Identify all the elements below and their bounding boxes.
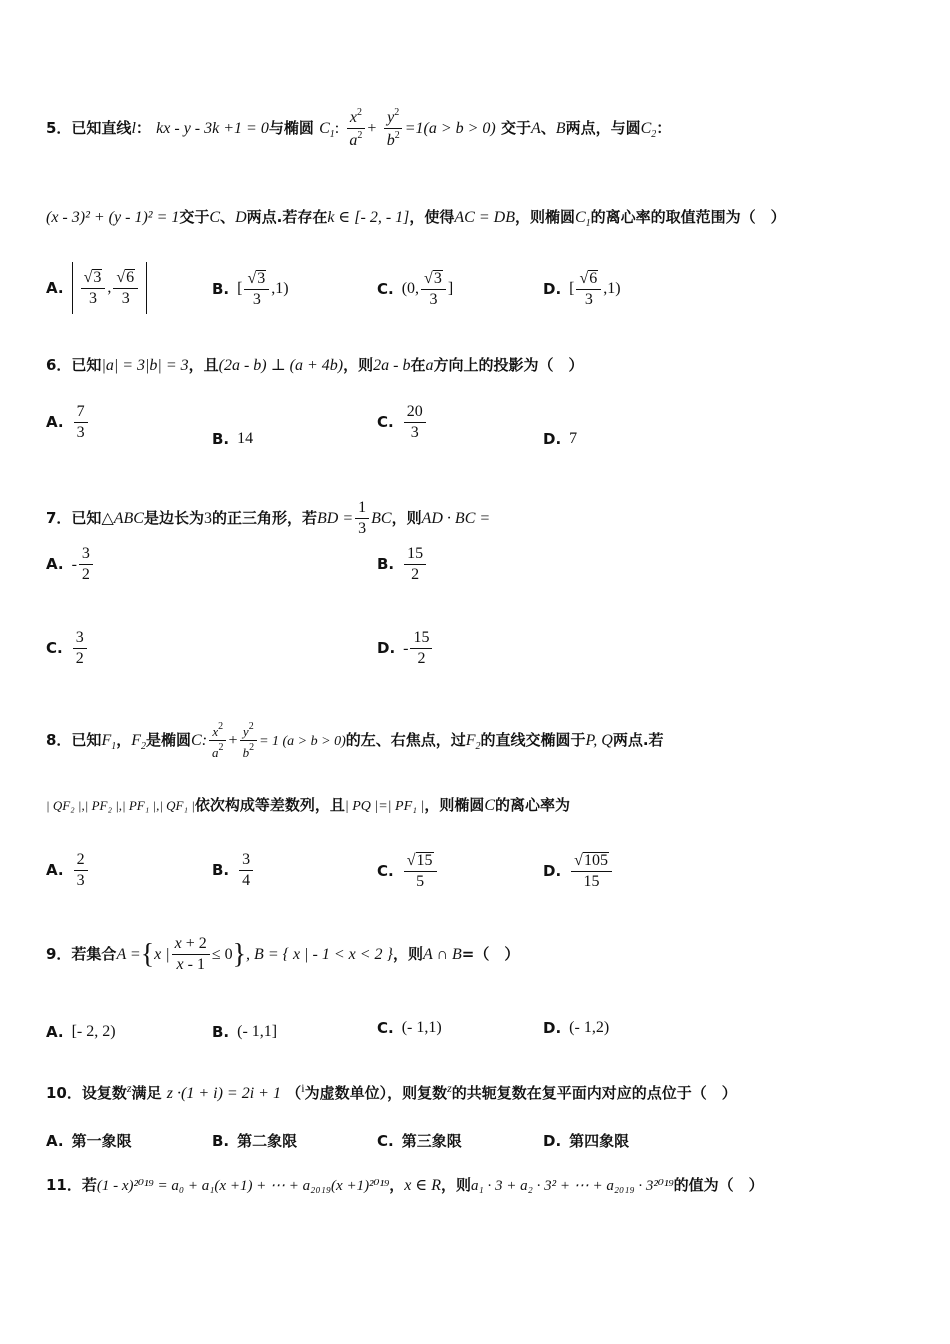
q6-perp: (2a - b) ⊥ (a + 4b): [218, 357, 344, 374]
question-8-line-2: | QF₂ |,| PF₂ |,| PF₁ |,| QF₁ |依次构成等差数列，且| PQ |=| PF₁ |，则椭圆C的离心率为: [46, 796, 571, 814]
q6-d-value: 7: [569, 430, 578, 447]
option-label: A.: [46, 278, 64, 297]
q6-c-den: 3: [410, 424, 419, 441]
q8-b-num: 3: [239, 852, 253, 871]
q7-equi: 的正三角形，若: [211, 509, 317, 527]
q5-line-l: l: [131, 120, 136, 137]
option-label: C.: [377, 861, 394, 880]
q5-option-b[interactable]: B. [ $\frac{√3}{3}$ ,1): [212, 270, 289, 308]
q8-d-num: 105: [583, 852, 608, 869]
q11-sum: a₁ · 3 + a₂ · 3² + ⋯ + a₂₀₁₉ · 3²⁰¹⁹: [471, 1178, 674, 1194]
option-label: D.: [543, 1018, 562, 1037]
q9-then: ，则: [392, 945, 423, 963]
q6-stem: 6．已知: [46, 356, 102, 374]
q9-stem: 9．若集合: [46, 945, 117, 963]
q7-option-b[interactable]: [377, 546, 428, 583]
q5-line-equation: kx - y - 3k +1 = 0: [156, 120, 269, 137]
q8-option-d[interactable]: D. $\frac{√105}{15}$: [543, 852, 614, 890]
q6-then: ，则: [343, 356, 374, 374]
question-9: 9．若集合 A = { x | $\frac{x + 2}{x - 1}$ ≤ 0 } , B = { x | - 1 < x < 2 } ，则 A ∩ B =（ ）: [46, 935, 520, 973]
q8-b-den: 4: [242, 872, 251, 889]
question-7: 7．已知△ABC是边长为3的正三角形，若BD = $\frac{1}{3}$ BC，则AD · BC =: [46, 499, 491, 537]
q10-z2: z: [447, 1081, 452, 1095]
option-label: A.: [46, 413, 64, 431]
q9-option-c[interactable]: [377, 1020, 442, 1036]
q5-circle-equation: (x - 3)² + (y - 1)² = 1: [46, 209, 180, 226]
option-label: A.: [46, 555, 64, 573]
q5-option-a[interactable]: [46, 262, 147, 314]
q11-expansion: (1 - x)²⁰¹⁹ = a₀ + a₁(x +1) + ⋯ + a₂₀₁₉(x +1)²⁰¹⁹: [96, 1178, 390, 1194]
q8-d-den: 15: [583, 873, 600, 890]
q8-a-den: 3: [76, 872, 85, 889]
option-label: B.: [212, 1022, 230, 1041]
question-5-line-1: 5．已知直线l： kx - y - 3k +1 = 0与椭圆 $C_1$: $\frac{x^2}{a^2}$ + $\frac{y^2}{b^2}$ =1(a > b > 0) 交于A、B两点，与圆$C_2$：: [46, 107, 672, 149]
q5-point-a: A: [530, 120, 541, 137]
q7-triangle: △ABC: [101, 510, 144, 527]
q7-d-sign: -: [403, 639, 409, 657]
q11-then: ，则: [441, 1176, 472, 1194]
q10-satisfies: 满足: [131, 1084, 162, 1102]
q11-value-question: 的值为（ ）: [673, 1176, 764, 1194]
q7-a-sign: -: [71, 555, 77, 573]
q5-option-c[interactable]: C. (0, $\frac{√3}{3}$ ]: [377, 270, 454, 308]
q10-rest: 的共轭复数在复平面内对应的点位于（ ）: [451, 1084, 737, 1102]
option-label: B.: [212, 279, 230, 298]
q6-option-d[interactable]: [543, 431, 577, 447]
q9-option-d[interactable]: [543, 1020, 609, 1036]
q10-b-value: 第二象限: [237, 1132, 298, 1150]
q9-b-value: (- 1,1]: [237, 1023, 278, 1040]
option-label: A.: [46, 1132, 64, 1150]
q5-exist-k: 两点.若存在: [246, 208, 328, 226]
q8-c: C:: [191, 732, 208, 749]
option-label: B.: [212, 429, 230, 448]
option-label: D.: [543, 1132, 562, 1150]
q10-a-value: 第一象限: [71, 1132, 132, 1150]
q6-vector: 2a - b: [373, 357, 411, 374]
q10-z: z: [126, 1081, 132, 1095]
q6-condition: |a| = 3|b| = 3: [101, 357, 189, 374]
q10-option-b[interactable]: [212, 1134, 297, 1149]
question-10: [46, 1082, 910, 1102]
q5-range-question: 的离心率的取值范围为（ ）: [590, 208, 786, 226]
q7-then: ，则: [391, 509, 422, 527]
q5-with-ellipse: 与椭圆: [268, 119, 314, 137]
q9-x-bar: x |: [154, 945, 170, 963]
q5-x2-over-a2: $\frac{x^2}{a^2}$: [346, 108, 365, 149]
q6-in: 在: [410, 356, 426, 374]
q10-option-d[interactable]: [543, 1134, 629, 1149]
q8-is-ellipse: 是椭圆: [146, 731, 192, 749]
q7-option-a[interactable]: [46, 546, 95, 583]
q7-a-num: 3: [79, 546, 93, 565]
option-label: C.: [377, 413, 394, 431]
q5-a-value: $\frac{√3}{3}$ , $\frac{√6}{3}$: [72, 262, 148, 314]
q7-c-den: 2: [75, 650, 84, 667]
option-label: D.: [377, 639, 396, 657]
q8-c-num: 15: [416, 852, 433, 869]
q7-bc: BC: [371, 510, 392, 527]
q11-stem: 11．若: [46, 1176, 97, 1194]
question-5-line-2: (x - 3)² + (y - 1)² = 1交于C、D两点.若存在k ∈ [- 2, - 1]，使得AC = DB，则椭圆$C_1$的离心率的取值范围为（ ）: [46, 208, 786, 229]
q8-then-ellipse: ，则椭圆: [424, 796, 485, 814]
q5-circle-text: 两点，与圆: [565, 119, 641, 137]
q5-option-d[interactable]: D. [ $\frac{√6}{3}$ ,1): [543, 270, 621, 308]
option-label: C.: [46, 639, 63, 657]
q5-ellipse-c1: $C_1$: [319, 120, 335, 140]
q6-b-value: 14: [237, 430, 254, 447]
q5-c1-again: $C_1$: [575, 209, 591, 229]
q7-dot: AD · BC =: [421, 510, 491, 527]
q9-set-b: , B = { x | - 1 < x < 2 }: [246, 945, 393, 963]
q7-option-c[interactable]: [46, 630, 89, 667]
q10-stem: 10．设复数: [46, 1084, 127, 1102]
q10-unit: 为虚数单位），则复数: [304, 1084, 448, 1102]
q8-sequence: | QF₂ |,| PF₂ |,| PF₁ |,| QF₁ |: [46, 798, 195, 813]
q7-b-num: 15: [404, 546, 426, 565]
question-6: [46, 358, 910, 374]
q9-a-value: [- 2, 2): [71, 1023, 116, 1040]
q8-a-num: 2: [74, 852, 88, 871]
q7-side: 是边长为: [143, 509, 204, 527]
q7-b-den: 2: [411, 566, 420, 583]
q8-eccentricity-question: 的离心率为: [495, 796, 571, 814]
q8-f1: $F_1$: [101, 732, 117, 752]
option-label: D.: [543, 279, 562, 298]
q9-d-value: (- 1,2): [569, 1019, 610, 1036]
q7-a-den: 2: [81, 566, 90, 583]
q5-colon2: ：: [656, 119, 672, 137]
q5-ac-db: AC = DB: [454, 209, 515, 226]
q6-projection-question: 方向上的投影为（ ）: [433, 356, 584, 374]
q8-comma: ，: [116, 731, 132, 749]
option-label: B.: [377, 555, 395, 573]
q6-option-c[interactable]: [377, 404, 428, 441]
q5-ellipse-tail: =1(a > b > 0): [404, 120, 496, 137]
q8-option-c[interactable]: C. $\frac{√15}{5}$: [377, 852, 439, 890]
q11-domain: x ∈ R: [404, 1177, 442, 1194]
q10-paren: （: [286, 1084, 302, 1102]
option-label: B.: [212, 861, 230, 879]
q8-ell-tail: = 1 (a > b > 0): [259, 734, 346, 749]
q9-c-value: (- 1,1): [401, 1019, 442, 1036]
q6-a-num: 7: [74, 404, 88, 423]
q5-then-ellipse: ，则椭圆: [514, 208, 575, 226]
q8-stem: 8．已知: [46, 731, 102, 749]
q7-d-num: 15: [410, 630, 432, 649]
q8-option-b[interactable]: [212, 852, 255, 889]
q5-k-range: k ∈ [- 2, - 1]: [327, 209, 410, 226]
q9-set-a: A =: [116, 945, 141, 963]
q5-circle-c2: $C_2$: [640, 120, 657, 140]
q8-c-den: 5: [416, 873, 425, 890]
q7-c-num: 3: [73, 630, 87, 649]
q5-colon: ：: [135, 119, 151, 137]
q6-c-num: 20: [404, 404, 426, 423]
option-label: C.: [377, 279, 394, 298]
q6-and: ，且: [188, 356, 219, 374]
q8-pq-eq: | PQ |=| PF₁ |: [344, 799, 425, 814]
q8-option-a[interactable]: [46, 852, 90, 889]
q6-option-a[interactable]: [46, 404, 90, 441]
q8-foci-text: 的左、右焦点，过: [345, 731, 466, 749]
q10-c-value: 第三象限: [401, 1132, 462, 1150]
q9-option-a[interactable]: [46, 1024, 116, 1040]
q9-option-b[interactable]: [212, 1024, 277, 1040]
q8-line-text: 的直线交椭圆于: [480, 731, 586, 749]
q7-option-d[interactable]: [377, 630, 434, 667]
q6-a-den: 3: [76, 424, 85, 441]
q7-d-den: 2: [417, 650, 426, 667]
q8-f2: $F_2$: [131, 732, 147, 752]
option-label: A.: [46, 861, 64, 879]
q10-equation: z ·(1 + i) = 2i + 1: [166, 1085, 281, 1102]
q9-le0: ≤ 0: [211, 945, 233, 963]
q10-d-value: 第四象限: [569, 1132, 630, 1150]
option-label: D.: [543, 861, 562, 880]
option-label: C.: [377, 1018, 394, 1037]
q6-option-b[interactable]: [212, 431, 253, 447]
option-label: B.: [212, 1132, 230, 1150]
q5-point-d: D: [235, 209, 247, 226]
q5-intersect: 交于: [500, 119, 531, 137]
q5-sep: 、: [540, 119, 556, 137]
question-11: [46, 1178, 910, 1194]
q10-option-a[interactable]: [46, 1134, 132, 1149]
q8-arith: 依次构成等差数列，且: [194, 796, 345, 814]
q8-pq: P, Q: [585, 732, 613, 749]
q5-stem: 5．已知直线: [46, 119, 132, 137]
q9-intersection: A ∩ B: [422, 945, 462, 963]
q5-y2-over-b2: $\frac{y^2}{b^2}$: [384, 108, 403, 149]
q11-comma: ，: [389, 1176, 405, 1194]
q7-stem: 7．已知: [46, 509, 102, 527]
option-label: A.: [46, 1022, 64, 1041]
q5-such-that: ，使得: [409, 208, 455, 226]
q9-equals: =（ ）: [461, 945, 520, 963]
q7-three: 3: [203, 510, 212, 527]
q8-two-points: 两点.若: [612, 731, 664, 749]
q6-a: a: [425, 357, 434, 374]
q5-point-c: C: [209, 209, 221, 226]
option-label: D.: [543, 429, 562, 448]
q10-option-c[interactable]: [377, 1134, 462, 1149]
q5-intersect2: 交于: [179, 208, 210, 226]
question-8-line-1: 8．已知$F_1$，$F_2$是椭圆C: $\frac{x^2}{a^2}$ + $\frac{y^2}{b^2}$ = 1 (a > b > 0)的左、右焦点，过$F_2$的直线交椭圆于P, Q两点.若: [46, 721, 664, 760]
q10-i: i: [301, 1081, 305, 1095]
option-label: C.: [377, 1132, 394, 1150]
q7-bd: BD =: [317, 510, 354, 527]
q5-point-b: B: [555, 120, 566, 137]
